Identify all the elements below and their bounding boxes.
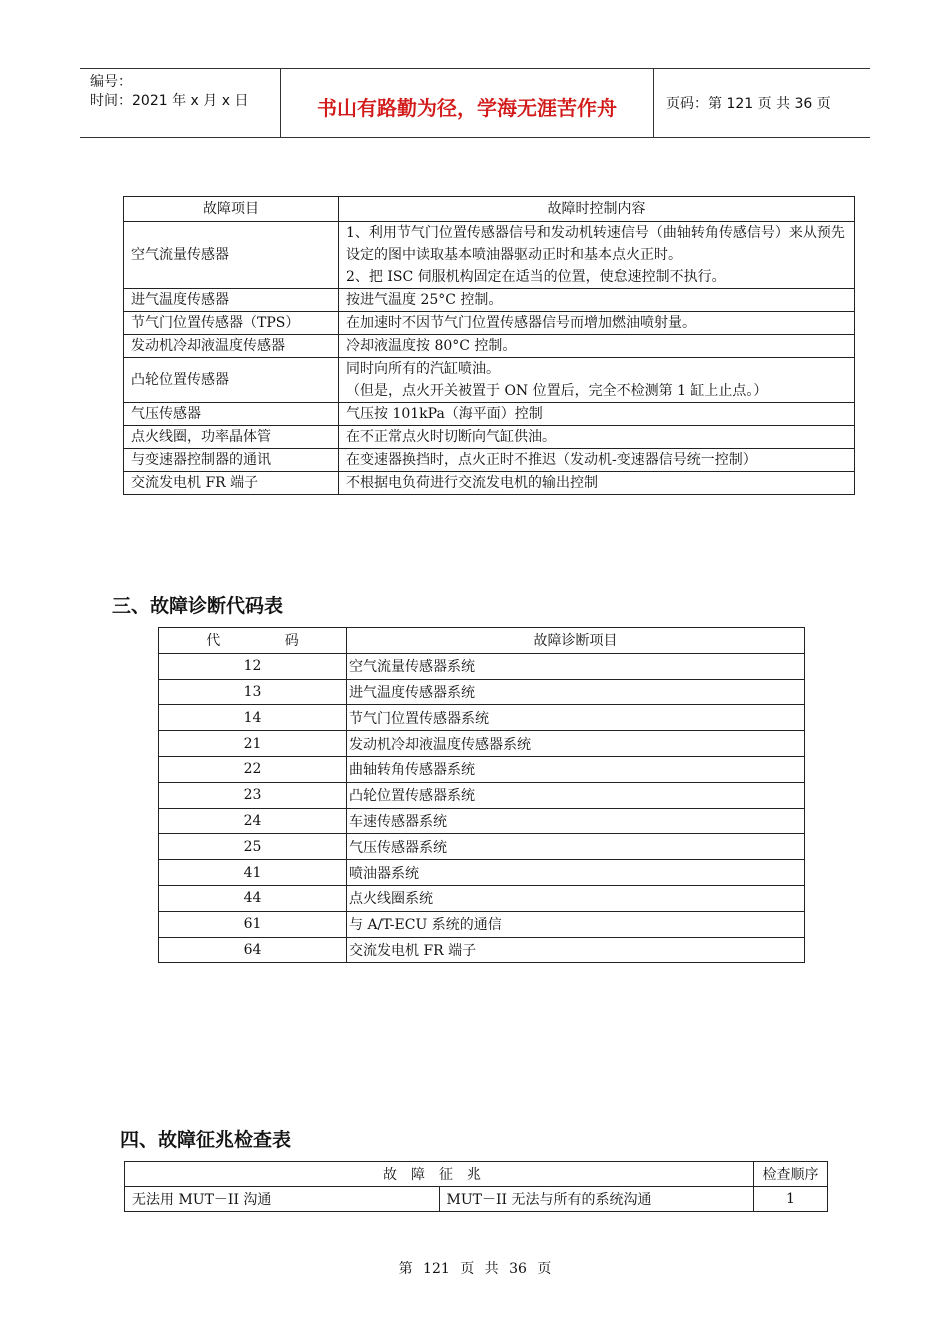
diagnostic-code-cell: 23 (159, 782, 347, 808)
section-4-title: 四、故障征兆检查表 (120, 1129, 292, 1151)
header-motto: 书山有路勤为径，学海无涯苦作舟 (281, 69, 654, 137)
table-row (124, 426, 855, 449)
diagnostic-item-cell: 凸轮位置传感器系统 (347, 782, 805, 808)
column-header-symptom: 故障征兆 (125, 1162, 754, 1187)
diagnostic-code-cell: 25 (159, 834, 347, 860)
document-number-label: 编号： (90, 74, 132, 90)
fault-item-cell: 点火线圈，功率晶体管 (124, 426, 339, 449)
table-row (124, 472, 855, 495)
fault-item-cell: 与变速器控制器的通讯 (124, 449, 339, 472)
diagnostic-item-cell: 点火线圈系统 (347, 885, 805, 911)
column-header-fault-item: 故障项目 (124, 197, 339, 222)
fault-item-cell: 发动机冷却液温度传感器 (124, 335, 339, 358)
diagnostic-code-cell: 61 (159, 911, 347, 937)
header-meta (80, 69, 281, 137)
control-content-line: 气压按 101kPa（海平面）控制 (346, 406, 543, 422)
control-content-cell (339, 289, 855, 312)
table-row (124, 289, 855, 312)
diagnostic-item-cell: 曲轴转角传感器系统 (347, 756, 805, 782)
fault-item-cell: 凸轮位置传感器 (124, 358, 339, 403)
table-row (125, 1187, 828, 1212)
control-content-cell (339, 449, 855, 472)
fault-item-cell: 交流发电机 FR 端子 (124, 472, 339, 495)
control-content-line: 在变速器换挡时，点火正时不推迟（发动机-变速器信号统一控制） (346, 452, 757, 468)
table-row (159, 911, 805, 937)
table-row (159, 782, 805, 808)
column-header-code: 代 码 (159, 628, 347, 654)
diagnostic-code-cell: 12 (159, 653, 347, 679)
fault-item-cell: 气压传感器 (124, 403, 339, 426)
check-order-cell: 1 (754, 1187, 828, 1212)
column-header-check-order: 检查顺序 (754, 1162, 828, 1187)
table-row (124, 312, 855, 335)
symptom-cell: 无法用 MUT－II 沟通 (125, 1187, 440, 1212)
fault-control-table (123, 196, 855, 495)
control-content-cell (339, 222, 855, 289)
symptom-detail-cell: MUT－II 无法与所有的系统沟通 (439, 1187, 754, 1212)
control-content-cell (339, 426, 855, 449)
diagnostic-code-cell: 64 (159, 937, 347, 963)
control-content-cell (339, 403, 855, 426)
fault-item-cell: 节气门位置传感器（TPS） (124, 312, 339, 335)
fault-item-cell: 进气温度传感器 (124, 289, 339, 312)
document-date: 时间：2021 年 x 月 x 日 (90, 93, 249, 109)
control-content-cell (339, 312, 855, 335)
control-content-line: 在不正常点火时切断向气缸供油。 (346, 429, 556, 445)
diagnostic-item-cell: 喷油器系统 (347, 860, 805, 886)
diagnostic-item-cell: 进气温度传感器系统 (347, 679, 805, 705)
section-3-title: 三、故障诊断代码表 (112, 595, 284, 617)
control-content-cell (339, 335, 855, 358)
diagnostic-item-cell: 与 A/T-ECU 系统的通信 (347, 911, 805, 937)
symptom-check-table (124, 1161, 828, 1212)
control-content-cell (339, 472, 855, 495)
fault-item-cell: 空气流量传感器 (124, 222, 339, 289)
control-content-line: 不根据电负荷进行交流发电机的输出控制 (346, 475, 598, 491)
header-page-info: 页码：第 121 页 共 36 页 (666, 96, 831, 112)
diagnostic-item-cell: 节气门位置传感器系统 (347, 705, 805, 731)
table-header-row (125, 1162, 828, 1187)
page-header (80, 68, 870, 138)
diagnostic-item-cell: 车速传感器系统 (347, 808, 805, 834)
diagnostic-code-cell: 14 (159, 705, 347, 731)
control-content-line: 冷却液温度按 80°C 控制。 (346, 338, 517, 354)
diagnostic-code-cell: 44 (159, 885, 347, 911)
column-header-control-content: 故障时控制内容 (339, 197, 855, 222)
control-content-cell (339, 358, 855, 403)
table-row (159, 834, 805, 860)
control-content-line: 同时向所有的汽缸喷油。 (346, 361, 500, 377)
diagnostic-item-cell: 交流发电机 FR 端子 (347, 937, 805, 963)
diagnostic-code-cell: 24 (159, 808, 347, 834)
table-row (124, 222, 855, 289)
diagnostic-code-table (158, 627, 805, 963)
table-row (159, 653, 805, 679)
diagnostic-code-cell: 21 (159, 731, 347, 757)
table-row (124, 449, 855, 472)
control-content-line: 1、利用节气门位置传感器信号和发动机转速信号（曲轴转角传感信号）来从预先设定的图中读取基本喷油器驱动正时和基本点火正时。 (346, 225, 845, 263)
table-row (159, 756, 805, 782)
page-footer: 第 121 页 共 36 页 (398, 1261, 552, 1277)
column-header-diagnostic-item: 故障诊断项目 (347, 628, 805, 654)
diagnostic-item-cell: 发动机冷却液温度传感器系统 (347, 731, 805, 757)
diagnostic-item-cell: 空气流量传感器系统 (347, 653, 805, 679)
table-header-row (124, 197, 855, 222)
control-content-line: 在加速时不因节气门位置传感器信号而增加燃油喷射量。 (346, 315, 696, 331)
table-row (159, 860, 805, 886)
diagnostic-code-cell: 22 (159, 756, 347, 782)
diagnostic-code-cell: 13 (159, 679, 347, 705)
control-content-line: （但是，点火开关被置于 ON 位置后，完全不检测第 1 缸上止点。） (346, 383, 768, 399)
diagnostic-code-cell: 41 (159, 860, 347, 886)
table-row (159, 705, 805, 731)
table-row (159, 937, 805, 963)
table-row (159, 679, 805, 705)
table-row (124, 358, 855, 403)
table-header-row (159, 628, 805, 654)
table-row (124, 335, 855, 358)
diagnostic-item-cell: 气压传感器系统 (347, 834, 805, 860)
control-content-line: 2、把 ISC 伺服机构固定在适当的位置，使怠速控制不执行。 (346, 269, 726, 285)
control-content-line: 按进气温度 25°C 控制。 (346, 292, 503, 308)
table-row (159, 731, 805, 757)
table-row (124, 403, 855, 426)
table-row (159, 885, 805, 911)
table-row (159, 808, 805, 834)
